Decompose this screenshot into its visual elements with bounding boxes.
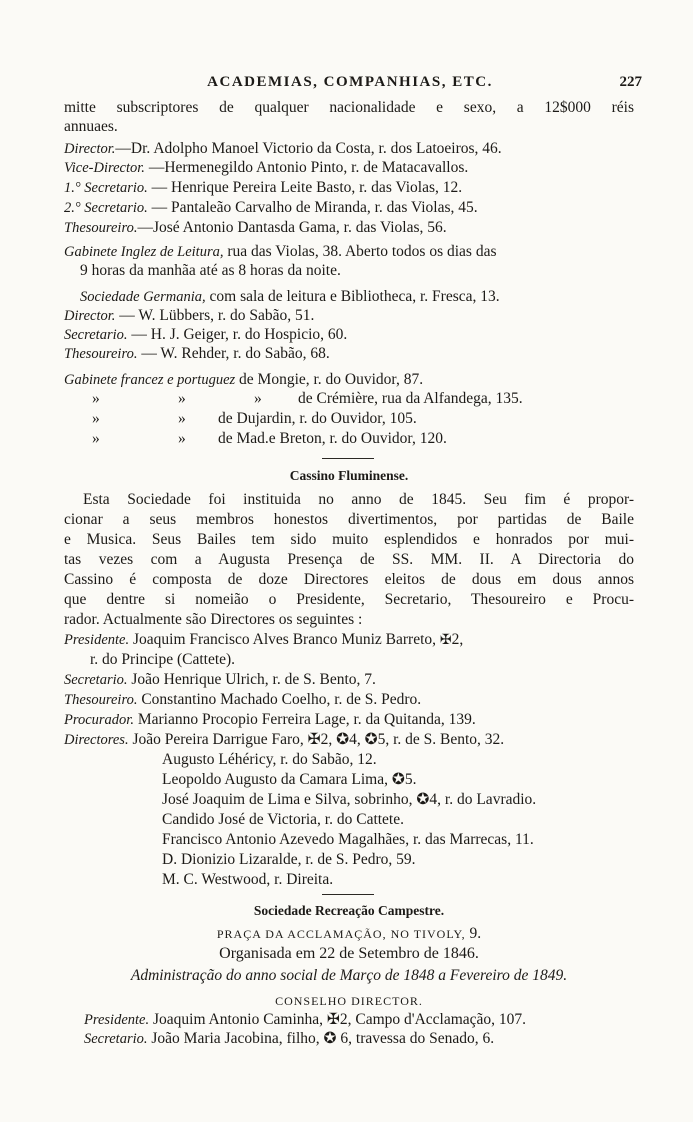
cassino-treasurer: [64, 690, 634, 710]
germania-treasurer: [64, 344, 634, 364]
germania-line: [80, 287, 634, 307]
cassino-paragraph-line: Cassino é composta de doze Directores eleitos de dous em dous annos: [64, 571, 634, 588]
running-header: [62, 74, 642, 96]
entry-text: — H. J. Geiger, r. do Hospicio, 60.: [131, 326, 348, 343]
campestre-location: [64, 924, 634, 944]
academy-treasurer: [64, 218, 634, 238]
director-entry: M. C. Westwood, r. Direita.: [162, 871, 334, 888]
entry-text: —Dr. Adolpho Manoel Victorio da Costa, r. dos Latoeiros, 46.: [115, 140, 502, 157]
academy-director: [64, 139, 634, 159]
cassino-paragraph-line: Esta Sociedade foi instituida no anno de 1845. Seu fim é propor-: [83, 491, 634, 508]
section-rule: [322, 894, 374, 895]
ditto-mark: »: [178, 430, 186, 447]
role-label: Secretario.: [64, 327, 128, 343]
academy-first-secretary: [64, 178, 634, 198]
role-label: Thesoureiro.: [64, 692, 138, 708]
role-label: Procurador.: [64, 712, 134, 728]
cassino-directors: [64, 730, 634, 750]
section-label: Gabinete Inglez de Leitura,: [64, 244, 224, 260]
section-rule: [322, 458, 374, 459]
director-entry: Francisco Antonio Azevedo Magalhães, r. das Marrecas, 11.: [162, 831, 534, 848]
entry-text: Joaquim Antonio Caminha, ✠2, Campo d'Acclamação, 107.: [152, 1011, 527, 1028]
role-label: Vice-Director.: [64, 160, 145, 176]
director-entry: José Joaquim de Lima e Silva, sobrinho, ✪4, r. do Lavradio.: [162, 791, 537, 808]
cassino-procurator: [64, 710, 634, 730]
entry-text: rua das Violas, 38. Aberto todos os dias das: [227, 243, 497, 260]
entry-text: de Mad.e Breton, r. do Ouvidor, 120.: [218, 430, 447, 447]
campestre-organised: Organisada em 22 de Setembro de 1846.: [219, 945, 479, 962]
ditto-mark: »: [92, 410, 100, 427]
entry-text: João Henrique Ulrich, r. de S. Bento, 7.: [131, 671, 376, 688]
role-label: Presidente.: [84, 1012, 150, 1028]
entry-text: — Henrique Pereira Leite Basto, r. das Violas, 12.: [151, 179, 463, 196]
director-entry: Candido José de Victoria, r. do Cattete.: [162, 811, 404, 828]
cassino-secretary: [64, 670, 634, 690]
gabinete-frances-row: [64, 389, 634, 409]
germania-director: [64, 306, 634, 326]
role-label: Presidente.: [64, 632, 130, 648]
entry-text: Constantino Machado Coelho, r. de S. Pedro.: [141, 691, 422, 708]
campestre-council-heading: CONSELHO DIRECTOR.: [275, 994, 423, 1008]
cassino-president-address: r. do Principe (Cattete).: [90, 651, 236, 668]
role-label: Thesoureiro.: [64, 220, 138, 236]
entry-text: de Dujardin, r. do Ouvidor, 105.: [218, 410, 417, 427]
campestre-secretary: [84, 1029, 636, 1049]
entry-text: com sala de leitura e Bibliotheca, r. Fresca, 13.: [209, 288, 500, 305]
cassino-paragraph-line: e Musica. Seus Bailes tem sido muito esplendidos e honrados por mui-: [64, 531, 634, 548]
gabinete-ingles-line: [64, 242, 634, 262]
cassino-paragraph-line: cionar a seus membros honestos divertimentos, por partidas de Baile: [64, 511, 634, 528]
entry-text: — Pantaleão Carvalho de Miranda, r. das Violas, 45.: [151, 199, 478, 216]
director-entry: Augusto Léhéricy, r. do Sabão, 12.: [162, 751, 377, 768]
cassino-paragraph-line: rador. Actualmente são Directores os seguintes :: [64, 611, 363, 628]
entry-text: — W. Rehder, r. do Sabão, 68.: [141, 345, 330, 362]
cassino-president: [64, 630, 634, 651]
cassino-paragraph-line: que dentre si nomeião o Presidente, Secretario, Thesoureiro e Procu-: [64, 591, 634, 608]
ditto-mark: »: [92, 390, 100, 407]
campestre-administration: Administração do anno social de Março de 1848 a Fevereiro de 1849.: [130, 967, 568, 984]
entry-text: João Maria Jacobina, filho, ✪ 6, travessa do Senado, 6.: [151, 1030, 495, 1047]
academy-second-secretary: [64, 198, 634, 218]
role-label: Secretario.: [64, 672, 128, 688]
germania-secretary: [64, 325, 634, 345]
role-label: Thesoureiro.: [64, 346, 138, 362]
campestre-president: [84, 1010, 636, 1030]
role-label: Director.: [64, 141, 116, 157]
intro-line: annuaes.: [64, 118, 118, 135]
cassino-heading: Cassino Fluminense.: [289, 468, 409, 483]
entry-text: João Pereira Darrigue Faro, ✠2, ✪4, ✪5, r. de S. Bento, 32.: [132, 731, 505, 748]
director-entry: D. Dionizio Lizaralde, r. de S. Pedro, 59.: [162, 851, 416, 868]
campestre-heading: Sociedade Recreação Campestre.: [253, 903, 445, 918]
entry-text: —Hermenegildo Antonio Pinto, r. de Matacavallos.: [148, 159, 469, 176]
location-number: 9.: [469, 925, 482, 942]
entry-text: de Crémière, rua da Alfandega, 135.: [298, 390, 523, 407]
role-label: Secretario.: [84, 1031, 148, 1047]
entry-text: — W. Lübbers, r. do Sabão, 51.: [119, 307, 315, 324]
order-cross-icon: ✠: [439, 633, 452, 648]
role-label: Director.: [64, 308, 116, 324]
gabinete-ingles-hours: 9 horas da manhãa até as 8 horas da noite.: [80, 262, 341, 279]
intro-line: mitte subscriptores de qualquer nacionalidade e sexo, a 12$000 réis: [64, 99, 634, 116]
order-grade: 2,: [451, 631, 464, 648]
ditto-mark: »: [254, 390, 262, 407]
gabinete-frances-line: [64, 370, 634, 390]
ditto-mark: »: [178, 410, 186, 427]
ditto-mark: »: [92, 430, 100, 447]
page-number: 227: [619, 74, 642, 90]
section-label: Gabinete francez e portuguez: [64, 372, 236, 388]
role-label: Directores.: [64, 732, 129, 748]
director-entry: Leopoldo Augusto da Camara Lima, ✪5.: [162, 771, 417, 788]
cassino-paragraph-line: tas vezes com a Augusta Presença de SS. MM. II. A Directoria do: [64, 551, 634, 568]
gabinete-frances-row: [64, 429, 634, 449]
entry-text: —José Antonio Dantasda Gama, r. das Violas, 56.: [137, 219, 447, 236]
entry-text: Joaquim Francisco Alves Branco Muniz Barreto,: [132, 631, 437, 648]
entry-text: de Mongie, r. do Ouvidor, 87.: [239, 371, 424, 388]
role-label: 2.° Secretario.: [64, 200, 148, 216]
entry-text: Marianno Procopio Ferreira Lage, r. da Quitanda, 139.: [137, 711, 476, 728]
location-text: PRAÇA DA ACCLAMAÇÃO, NO TIVOLY,: [216, 927, 466, 941]
role-label: 1.° Secretario.: [64, 180, 148, 196]
header-title: ACADEMIAS, COMPANHIAS, ETC.: [207, 74, 493, 90]
ditto-mark: »: [178, 390, 186, 407]
section-label: Sociedade Germania,: [80, 289, 206, 305]
gabinete-frances-row: [64, 409, 634, 429]
academy-vice-director: [64, 158, 634, 178]
